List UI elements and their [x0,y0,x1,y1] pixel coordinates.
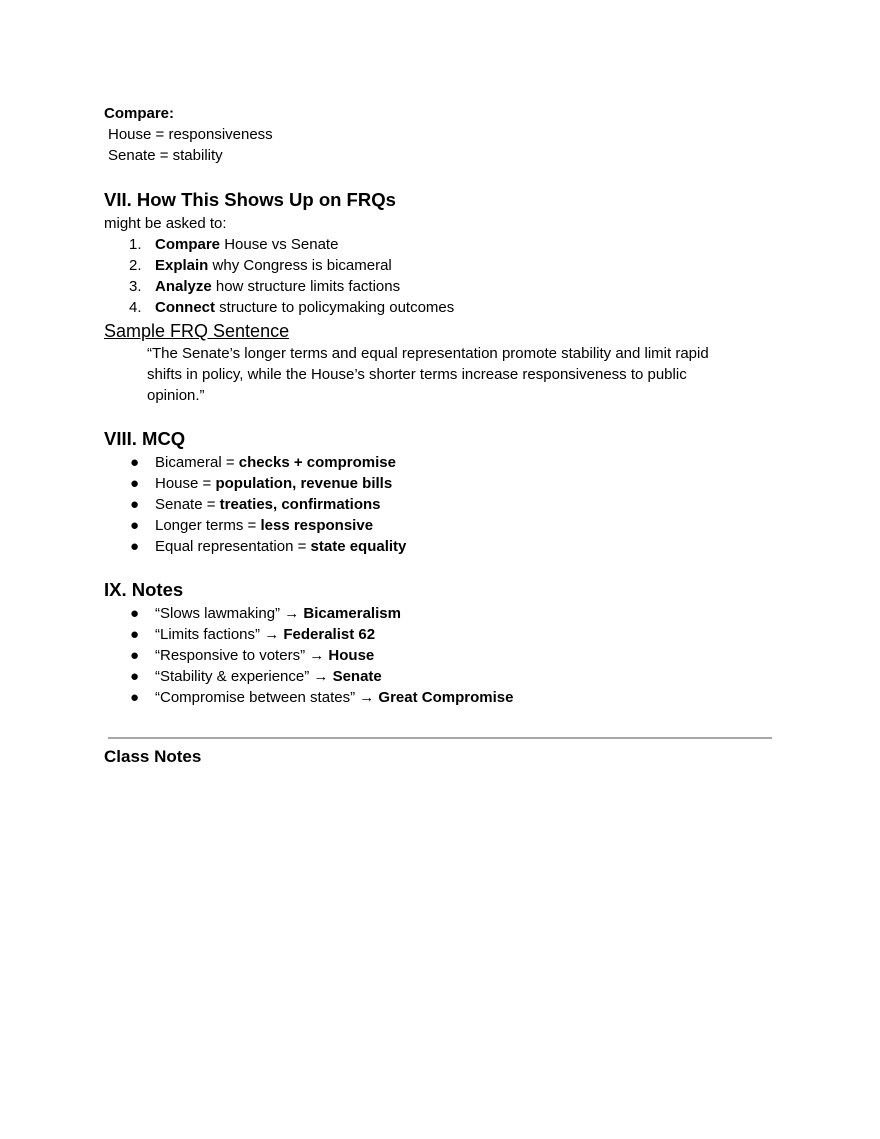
bullet-icon: ● [130,538,140,555]
list-item [104,687,774,708]
list-number: 3. [129,278,142,295]
list-item-text: structure to policymaking outcomes [215,299,455,316]
bullet-icon: ● [130,605,140,622]
list-item [104,536,774,557]
list-item [104,666,774,687]
list-item [104,452,774,473]
notes-list [104,603,774,708]
list-number: 4. [129,299,142,316]
list-item-text: Senate = [155,496,220,513]
list-item-keyword: Great Compromise [378,689,514,706]
list-item [104,494,774,515]
bullet-icon: ● [130,626,140,643]
list-item-text: Equal representation = [155,538,311,555]
list-item [104,473,774,494]
bullet-icon: ● [130,454,140,471]
compare-title: Compare: [104,105,175,122]
list-item-text: House = [155,475,216,492]
bullet-icon: ● [130,517,140,534]
section-notes [104,577,774,708]
list-item-keyword: treaties, confirmations [219,496,381,513]
list-item-text: “Responsive to voters” → [155,647,329,664]
list-item [104,515,774,536]
bullet-icon: ● [130,668,140,685]
list-item-keyword: Connect [155,299,215,316]
list-item [104,624,774,645]
sample-frq-quote: “The Senate’s longer terms and equal representation promote stability and limit rapid shifts in policy, while the House’s shorter terms increase responsiveness to public opinion.” [147,345,709,404]
list-item [104,255,774,276]
list-item-keyword: population, revenue bills [215,475,393,492]
bullet-icon: ● [130,647,140,664]
list-item-keyword: Bicameralism [303,605,401,622]
horizontal-divider [108,737,772,739]
list-item-text: “Slows lawmaking” → [155,605,304,622]
section-mcq [104,426,774,557]
list-item-keyword: House [328,647,375,664]
list-item-keyword: Compare [155,236,221,253]
list-item-keyword: Federalist 62 [283,626,376,643]
compare-line-senate: Senate = stability [108,147,223,164]
list-item-keyword: Analyze [155,278,212,295]
list-item [104,603,774,624]
compare-block [104,103,774,166]
document-page [104,103,774,708]
list-item [104,276,774,297]
section-heading-notes: IX. Notes [104,579,184,600]
list-item [104,234,774,255]
list-item-text: Longer terms = [155,517,261,534]
frq-intro: might be asked to: [104,215,227,232]
list-item-text: “Limits factions” → [155,626,284,643]
list-number: 2. [129,257,142,274]
list-item-keyword: state equality [310,538,407,555]
list-number: 1. [129,236,142,253]
bullet-icon: ● [130,689,140,706]
sample-frq-heading: Sample FRQ Sentence [104,321,290,341]
list-item-keyword: less responsive [260,517,374,534]
section-heading-frqs: VII. How This Shows Up on FRQs [104,189,396,210]
list-item [104,645,774,666]
list-item [104,297,774,318]
bullet-icon: ● [130,496,140,513]
list-item-text: “Stability & experience” → [155,668,333,685]
list-item-keyword: Explain [155,257,209,274]
frq-list [104,234,774,318]
compare-line-house: House = responsiveness [108,126,273,143]
list-item-keyword: checks + compromise [238,454,396,471]
list-item-text: Bicameral = [155,454,239,471]
list-item-text: “Compromise between states” → [155,689,379,706]
section-heading-mcq: VIII. MCQ [104,428,186,449]
list-item-keyword: Senate [332,668,382,685]
list-item-text: why Congress is bicameral [208,257,392,274]
section-frqs [104,187,774,406]
list-item-text: House vs Senate [220,236,339,253]
mcq-list [104,452,774,557]
list-item-text: how structure limits factions [211,278,401,295]
class-notes-heading: Class Notes [104,747,202,766]
bullet-icon: ● [130,475,140,492]
